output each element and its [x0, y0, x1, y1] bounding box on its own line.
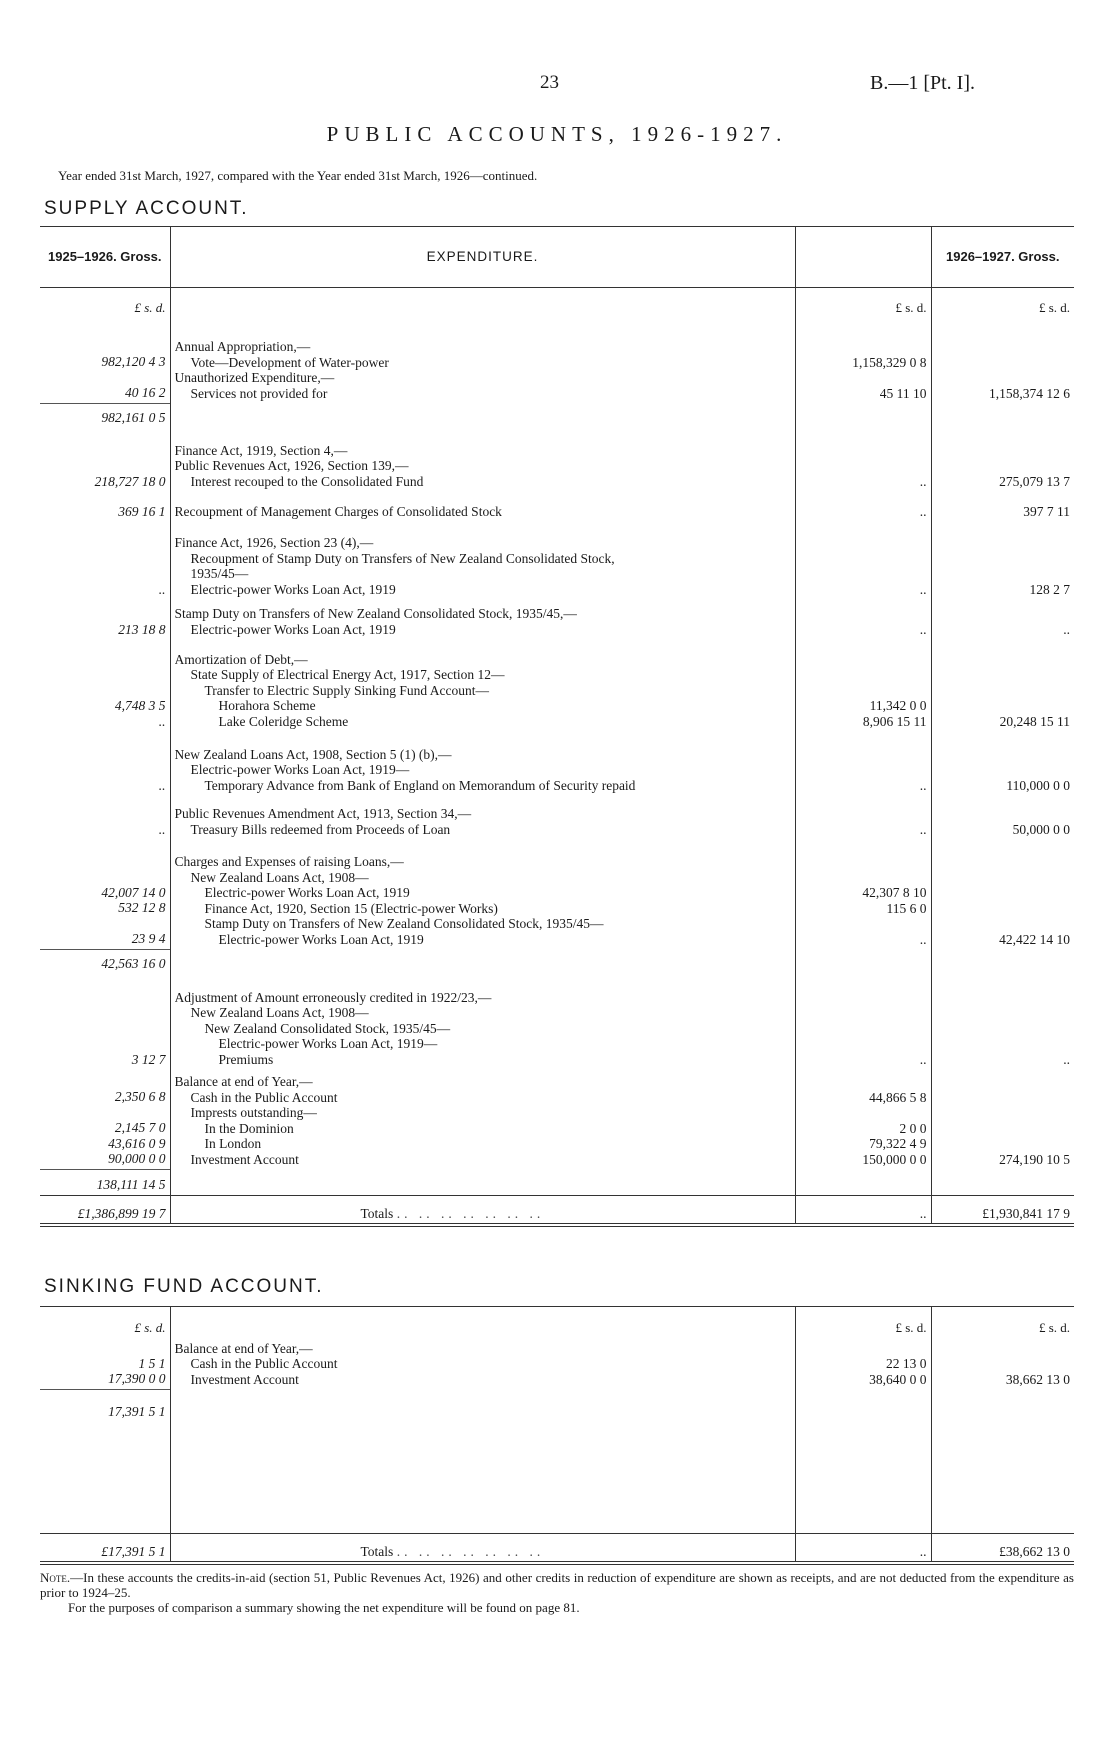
row-prev-amount: 218,727 18 0: [40, 427, 170, 491]
table-row: [40, 839, 1074, 949]
total-curr-a: ..: [795, 1533, 931, 1563]
page-number: 23: [540, 72, 559, 93]
row-curr-detail: 1,158,329 0 8 45 11 10: [795, 317, 931, 403]
units-prev: £ s. d.: [40, 1307, 170, 1337]
row-prev-amount: 982,120 4 3 40 16 2: [40, 317, 170, 403]
table-row: [40, 491, 1074, 521]
total-curr-a: ..: [795, 1195, 931, 1225]
row-description: Annual Appropriation,— Vote—Development of Water-power Unauthorized Expenditure,— Services not provided for: [170, 317, 795, 403]
row-description: Adjustment of Amount erroneously credited in 1922/23,— New Zealand Loans Act, 1908— New Zealand Consolidated Stock, 1935/45— Electric-power Works Loan Act, 1919— Premiums: [170, 973, 795, 1069]
row-curr-total: ..: [1063, 1051, 1070, 1067]
row-description: Balance at end of Year,— Cash in the Public Account Imprests outstanding— In the Dominion In London Investment Account: [170, 1069, 795, 1169]
page-reference: B.—1 [Pt. I].: [870, 72, 975, 94]
row-curr-detail: 11,342 0 0 8,906 15 11: [795, 639, 931, 731]
sinking-fund-table: £ s. d. £ s. d. £ s. d. 1 5 1 17,390 0 0 Balance at end of Year,— Cash in the Public Account Investment Account 22 13 0 38,640 0 0 38,662 13 0 17,391 5 1 £17,391 5 1 Totals .. .. .. .. .. .. .. .. £38,662 13 0: [40, 1306, 1074, 1565]
row-curr-detail: [795, 403, 931, 427]
row-prev-amount: 138,111 14 5: [40, 1169, 170, 1195]
row-curr-detail: [795, 1389, 931, 1421]
row-prev-amount: 17,391 5 1: [40, 1389, 170, 1421]
table-row: [40, 1337, 1074, 1389]
table-row: [40, 427, 1074, 491]
row-curr-detail: ..: [795, 973, 931, 1069]
row-curr-total: [931, 1389, 1074, 1421]
row-prev-amount: 982,161 0 5: [40, 403, 170, 427]
row-description: Charges and Expenses of raising Loans,— New Zealand Loans Act, 1908— Electric-power Works Loan Act, 1919 Finance Act, 1920, Section 15 (Electric-power Works) Stamp Duty on Transfers of New Zealand Consolidated Stock, 1935/45— Electric-power Works Loan Act, 1919: [170, 839, 795, 949]
row-description: Finance Act, 1926, Section 23 (4),— Recoupment of Stamp Duty on Transfers of New Zealand Consolidated Stock, 1935/45— Electric-power Works Loan Act, 1919: [170, 521, 795, 599]
row-curr-total: 275,079 13 7: [999, 473, 1070, 489]
sinking-section-title: SINKING FUND ACCOUNT.: [44, 1276, 324, 1297]
total-curr-b: £38,662 13 0: [931, 1533, 1074, 1563]
totals-label: Totals: [360, 1205, 394, 1221]
row-curr-detail: ..: [795, 599, 931, 639]
table-row: [40, 639, 1074, 731]
row-curr-total: 42,422 14 10: [999, 931, 1070, 947]
table-row: [40, 973, 1074, 1069]
note-label: Note.: [40, 1570, 71, 1585]
note-line2: For the purposes of comparison a summary showing the net expenditure will be found on page 81.: [68, 1600, 580, 1615]
page-subtitle: Year ended 31st March, 1927, compared with the Year ended 31st March, 1926—continued.: [58, 168, 538, 183]
row-prev-amount: ..: [40, 795, 170, 839]
table-row: [40, 1389, 1074, 1421]
row-description: Amortization of Debt,— State Supply of Electrical Energy Act, 1917, Section 12— Transfer to Electric Supply Sinking Fund Account— Horahora Scheme Lake Coleridge Scheme: [170, 639, 795, 731]
row-prev-amount: ..: [40, 521, 170, 599]
totals-label: Totals: [360, 1543, 394, 1559]
total-prev: £17,391 5 1: [40, 1533, 170, 1563]
row-prev-amount: ..: [40, 731, 170, 795]
row-prev-amount: 42,007 14 0 532 12 8 23 9 4: [40, 839, 170, 949]
row-description: New Zealand Loans Act, 1908, Section 5 (1) (b),— Electric-power Works Loan Act, 1919— Temporary Advance from Bank of England on Memorandum of Security repaid: [170, 731, 795, 795]
total-prev: £1,386,899 19 7: [40, 1195, 170, 1225]
row-curr-detail: ..: [795, 795, 931, 839]
row-curr-detail: 44,866 5 8 2 0 0 79,322 4 9 150,000 0 0: [795, 1069, 931, 1169]
table-row: [40, 521, 1074, 599]
row-prev-amount: 369 16 1: [40, 491, 170, 521]
row-curr-total: 274,190 10 5: [999, 1151, 1070, 1167]
row-curr-detail: ..: [795, 731, 931, 795]
row-description: [170, 1389, 795, 1421]
row-prev-amount: 2,350 6 8 2,145 7 0 43,616 0 9 90,000 0 0: [40, 1069, 170, 1169]
units-curr-a: £ s. d.: [795, 1307, 931, 1337]
table-row: [40, 403, 1074, 427]
row-curr-total: [931, 949, 1074, 973]
row-description: [170, 949, 795, 973]
row-curr-total: ..: [1063, 621, 1070, 637]
table-row: [40, 949, 1074, 973]
units-prev: £ s. d.: [40, 287, 170, 317]
row-curr-detail: [795, 1169, 931, 1195]
supply-account-table: 1925–1926. Gross. EXPENDITURE. 1926–1927. Gross. £ s. d. £ s. d. £ s. d. 982,120 4 3 40 16 2 Annual Appropriation,— Vote—Development of Water-power Unauthorized Expenditure,— Services not provided for 1,158,329 0 8 45 11 10 1,158,374 12 6 982,161 0 5 218,727 18 0 Finance Act, 1919, Section 4,— Public Revenues Act, 1926, Section 139,— Interest recouped to the Consolidated Fund .. 275,079 13 7 369 16 1 Recoupment of Management Charges of Consolidated Stock .. 397 7 11 .. Finance Act, 1926, Section 23 (4),— Recoupment of Stamp Duty on Transfers of New Zealand Consolidated Stock, 1935/45— Electric-power Works Loan Act, 1919 .. 128 2 7 213 18 8 Stamp Duty on Transfers of New Zealand Consolidated Stock, 1935/45,— Electric-power Works Loan Act, 1919 .. .. 4,748 3 5 .. Amortization of Debt,— State Supply of Electrical Energy Act, 1917, Section 12— Transfer to Electric Supply Sinking Fund Account— Horahora Scheme Lake Coleridge Scheme 11,342 0 0 8,906 15 11 20,248 15 11 .. New Zealand Loans Act, 1908, Section 5 (1) (b),— Electric-power Works Loan Act, 1919— Temporary Advance from Bank of England on Memorandum of Security repaid .. 110,000 0 0 .. Public Revenues Amendment Act, 1913, Section 34,— Treasury Bills redeemed from Proceeds of Loan .. 50,000 0 0 42,007 14 0 532 12 8 23 9 4 Charges and Expenses of raising Loans,— New Zealand Loans Act, 1908— Electric-power Works Loan Act, 1919 Finance Act, 1920, Section 15 (Electric-power Works) Stamp Duty on Transfers of New Zealand Consolidated Stock, 1935/45— Electric-power Works Loan Act, 1919 42,307 8 10 115 6 0 .. 42,422 14 10 42,563 16 0 3 12 7 Adjustment of Amount erroneously credited in 1922/23,— New Zealand Loans Act, 1908— New Zealand Consolidated Stock, 1935/45— Electric-power Works Loan Act, 1919— Premiums .. .. 2,350 6 8 2,145 7 0 43,616 0 9 90,000 0 0 Balance at end of Year,— Cash in the Public Account Imprests outstanding— In the Dominion In London Investment Account 44,866 5 8 2 0 0 79,322 4 9 150,000 0 0 274,190 10 5 138,111 14 5 £1,386,899 19 7 Totals .. .. .. .. .. .. .. .. £1,930,841 17 9: [40, 226, 1074, 1227]
row-curr-detail: [795, 949, 931, 973]
row-description: Balance at end of Year,— Cash in the Public Account Investment Account: [170, 1337, 795, 1389]
table-row: [40, 317, 1074, 403]
row-prev-amount: 213 18 8: [40, 599, 170, 639]
row-curr-total: 128 2 7: [1029, 581, 1070, 597]
table-row: [40, 731, 1074, 795]
row-prev-amount: 1 5 1 17,390 0 0: [40, 1337, 170, 1389]
col-header-prev-year: 1925–1926. Gross.: [40, 227, 170, 287]
note-text: —In these accounts the credits-in-aid (section 51, Public Revenues Act, 1926) and other credits in reduction of expenditure are shown as receipts, and are not deducted from the expenditure as prior to 1924–25.: [40, 1570, 1074, 1600]
row-curr-detail: ..: [795, 427, 931, 491]
row-curr-total: [931, 403, 1074, 427]
row-curr-total: 397 7 11: [1023, 503, 1070, 519]
row-description: [170, 403, 795, 427]
units-curr-b: £ s. d.: [1038, 1319, 1070, 1335]
page-title: PUBLIC ACCOUNTS, 1926-1927.: [326, 122, 788, 146]
footnote: [40, 1570, 1074, 1615]
row-curr-total: [931, 1169, 1074, 1195]
table-row: [40, 599, 1074, 639]
units-curr-a: £ s. d.: [795, 287, 931, 317]
row-curr-total: 50,000 0 0: [1012, 821, 1070, 837]
table-row: [40, 1069, 1074, 1169]
table-row: [40, 1169, 1074, 1195]
row-curr-detail: ..: [795, 521, 931, 599]
row-curr-total: 1,158,374 12 6: [989, 385, 1070, 401]
row-description: Stamp Duty on Transfers of New Zealand Consolidated Stock, 1935/45,— Electric-power Works Loan Act, 1919: [170, 599, 795, 639]
row-prev-amount: 4,748 3 5 ..: [40, 639, 170, 731]
row-curr-detail: 22 13 0 38,640 0 0: [795, 1337, 931, 1389]
col-header-curr-year: 1926–1927. Gross.: [931, 227, 1074, 287]
row-curr-total: 38,662 13 0: [1005, 1371, 1070, 1387]
row-prev-amount: 3 12 7: [40, 973, 170, 1069]
row-description: [170, 1169, 795, 1195]
row-description: Recoupment of Management Charges of Consolidated Stock: [170, 491, 795, 521]
units-curr-b: £ s. d.: [1038, 299, 1070, 315]
row-description: Public Revenues Amendment Act, 1913, Section 34,— Treasury Bills redeemed from Proceeds of Loan: [170, 795, 795, 839]
row-curr-total: 20,248 15 11: [999, 713, 1070, 729]
table-row: [40, 795, 1074, 839]
row-prev-amount: 42,563 16 0: [40, 949, 170, 973]
supply-section-title: SUPPLY ACCOUNT.: [44, 198, 249, 219]
col-header-expenditure: EXPENDITURE.: [170, 227, 795, 287]
row-curr-detail: ..: [795, 491, 931, 521]
row-curr-detail: 42,307 8 10 115 6 0 ..: [795, 839, 931, 949]
row-description: Finance Act, 1919, Section 4,— Public Revenues Act, 1926, Section 139,— Interest recouped to the Consolidated Fund: [170, 427, 795, 491]
total-curr-b: £1,930,841 17 9: [931, 1195, 1074, 1225]
row-curr-total: 110,000 0 0: [1006, 777, 1070, 793]
